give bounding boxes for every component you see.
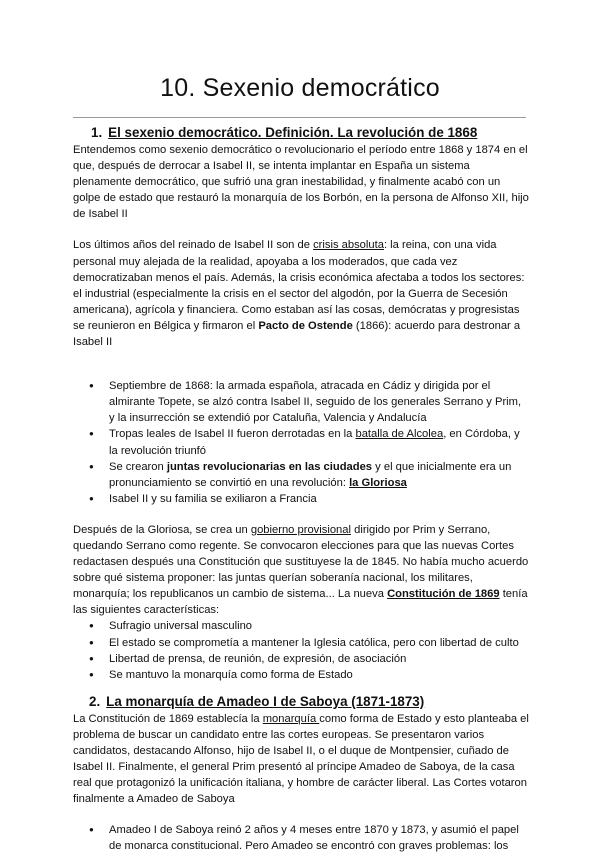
section-2-title: La monarquía de Amadeo I de Saboya (1871-1873) — [106, 693, 425, 709]
gobierno-provisional-term: gobierno provisional — [250, 523, 351, 536]
list-item: ● El estado se comprometía a mantener la Iglesia católica, pero con libertad de culto — [109, 635, 529, 651]
monarquia-term: monarquía — [262, 712, 320, 725]
list-item: ● Sufragio universal masculino — [109, 618, 529, 634]
list-item: ● Se mantuvo la monarquía como forma de Estado — [109, 667, 529, 683]
list-item: ● Se crearon juntas revolucionarias en las ciudades y el que inicialmente era un pronunciamiento se convirtió en una revolución: la Gloriosa — [109, 459, 529, 491]
section-1-heading — [73, 124, 529, 142]
title-divider — [73, 117, 526, 118]
crisis-absoluta-term: crisis absoluta — [313, 239, 384, 252]
batalla-de-alcolea-term: batalla de Alcolea — [355, 428, 444, 441]
document-body — [73, 124, 529, 855]
section-1-number: 1. — [91, 125, 103, 140]
list-item: ● Libertad de prensa, de reunión, de expresión, de asociación — [109, 651, 529, 667]
section-2-number: 2. — [89, 693, 101, 709]
amadeo-bullet-list — [73, 822, 529, 854]
section-1-paragraph-1: Entendemos como sexenio democrático o revolucionario el período entre 1868 y 1874 en el que, después de derrocar a Isabel II, se intenta implantar en España un sistema plenamente democrático, que sufrió una gran inestabilidad, y finalmente acabó con un golpe de estado que restauró la monarquía de los Borbón, en la persona de Alfonso XII, hijo de Isabel II — [73, 144, 529, 221]
section-2-heading — [73, 693, 529, 711]
constitucion-1869-term: Constitución de 1869 — [387, 588, 500, 601]
list-item: ● Isabel II y su familia se exiliaron a Francia — [109, 491, 529, 507]
juntas-revolucionarias-term: juntas revolucionarias en las ciudades — [166, 460, 373, 473]
la-gloriosa-term: la Gloriosa — [349, 476, 407, 489]
pacto-de-ostende-term: Pacto de Ostende — [258, 319, 353, 332]
list-item: ● Tropas leales de Isabel II fueron derrotadas en la batalla de Alcolea, en Córdoba, y la revolución triunfó — [109, 426, 529, 458]
section-1-title: El sexenio democrático. Definición. La revolución de 1868 — [108, 125, 478, 140]
revolution-bullet-list — [73, 378, 529, 507]
page-title: 10. Sexenio democrático — [160, 74, 440, 102]
section-1-paragraph-3: Después de la Gloriosa, se crea un gobierno provisional dirigido por Prim y Serrano, quedando Serrano como regente. Se convocaron elecciones para que las nuevas Cortes redactasen después una Constitución que sustituyese la de 1845. No había mucho acuerdo sobre qué sistema proponer: las juntas querían soberanía nacional, los militares, monarquía; los republicanos un cambio de sistema... La nueva Constitución de 1869 tenía las siguientes características: — [73, 523, 529, 617]
list-item: ● Septiembre de 1868: la armada española, atracada en Cádiz y dirigida por el almirante Topete, se alzó contra Isabel II, seguido de los generales Serrano y Prim, y la insurrección se extendió por Cataluña, Valencia y Andalucía — [109, 378, 529, 426]
constitution-features-list — [73, 618, 529, 682]
list-item: ● Amadeo I de Saboya reinó 2 años y 4 meses entre 1870 y 1873, y asumió el papel de monarca constitucional. Pero Amadeo se encontró con graves problemas: los — [109, 822, 529, 854]
section-1-paragraph-2: Los últimos años del reinado de Isabel II son de crisis absoluta: la reina, con una vida personal muy alejada de la realidad, apoyaba a los moderados, que cada vez democratizaban menos el país. Además, la crisis económica afectaba a todos los sectores: el industrial (especialmente la crisis en el sector del algodón, por la Guerra de Secesión americana), agrícola y financiera. Como estaban así las cosas, demócratas y progresistas se reunieron en Bélgica y firmaron el Pacto de Ostende (1866): acuerdo para destronar a Isabel II — [73, 239, 525, 349]
section-2-paragraph-1: La Constitución de 1869 establecía la monarquía como forma de Estado y esto planteaba el problema de buscar un candidato entre las cortes europeas. Se presentaron varios candidatos, destacando Alfonso, hijo de Isabel II, o el duque de Montpensier, cuñado de Isabel II. Finalmente, el general Prim presentó al príncipe Amadeo de Saboya, de la casa real que protagonizó la unificación italiana, y hombre de carácter liberal. Las Cortes votaron finalmente a Amadeo de Saboya — [73, 712, 529, 806]
